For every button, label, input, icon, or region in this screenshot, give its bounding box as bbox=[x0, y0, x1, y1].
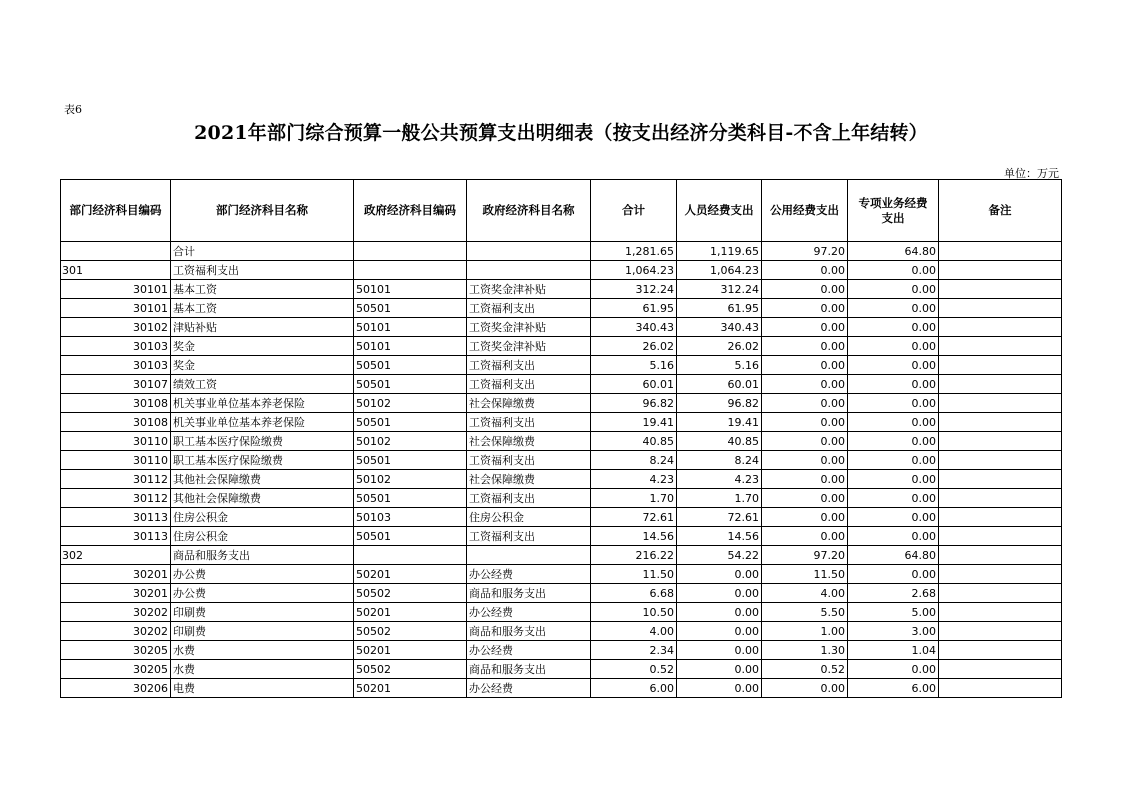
cell-gov-code: 50201 bbox=[354, 603, 467, 622]
cell-dept-name: 机关事业单位基本养老保险 bbox=[171, 413, 354, 432]
cell-gov-name: 工资福利支出 bbox=[467, 356, 591, 375]
cell-special: 0.00 bbox=[848, 470, 939, 489]
cell-dept-code: 30103 bbox=[61, 337, 171, 356]
cell-personnel: 8.24 bbox=[677, 451, 762, 470]
table-row bbox=[61, 679, 1062, 698]
cell-total: 5.16 bbox=[591, 356, 677, 375]
cell-gov-name: 社会保障缴费 bbox=[467, 470, 591, 489]
cell-dept-name: 津贴补贴 bbox=[171, 318, 354, 337]
cell-gov-name: 商品和服务支出 bbox=[467, 660, 591, 679]
cell-gov-code bbox=[354, 261, 467, 280]
cell-dept-code: 30108 bbox=[61, 394, 171, 413]
cell-gov-name: 住房公积金 bbox=[467, 508, 591, 527]
cell-dept-name: 住房公积金 bbox=[171, 527, 354, 546]
cell-gov-name: 工资福利支出 bbox=[467, 451, 591, 470]
cell-personnel: 0.00 bbox=[677, 679, 762, 698]
cell-gov-code: 50501 bbox=[354, 489, 467, 508]
cell-dept-code: 30102 bbox=[61, 318, 171, 337]
cell-dept-name: 合计 bbox=[171, 242, 354, 261]
cell-public: 0.00 bbox=[762, 527, 848, 546]
table-body bbox=[61, 242, 1062, 698]
cell-public: 4.00 bbox=[762, 584, 848, 603]
cell-total: 8.24 bbox=[591, 451, 677, 470]
cell-gov-code: 50501 bbox=[354, 451, 467, 470]
cell-special: 2.68 bbox=[848, 584, 939, 603]
cell-remark bbox=[939, 508, 1062, 527]
cell-total: 26.02 bbox=[591, 337, 677, 356]
table-row bbox=[61, 299, 1062, 318]
cell-public: 5.50 bbox=[762, 603, 848, 622]
cell-total: 11.50 bbox=[591, 565, 677, 584]
cell-gov-name bbox=[467, 261, 591, 280]
cell-dept-code: 30205 bbox=[61, 660, 171, 679]
table-row bbox=[61, 489, 1062, 508]
cell-public: 0.00 bbox=[762, 280, 848, 299]
cell-total: 216.22 bbox=[591, 546, 677, 565]
cell-dept-code: 30113 bbox=[61, 527, 171, 546]
table-row bbox=[61, 280, 1062, 299]
cell-dept-name: 印刷费 bbox=[171, 603, 354, 622]
cell-dept-name: 工资福利支出 bbox=[171, 261, 354, 280]
cell-remark bbox=[939, 641, 1062, 660]
cell-personnel: 19.41 bbox=[677, 413, 762, 432]
cell-personnel: 26.02 bbox=[677, 337, 762, 356]
cell-dept-name: 机关事业单位基本养老保险 bbox=[171, 394, 354, 413]
cell-dept-name: 办公费 bbox=[171, 584, 354, 603]
cell-personnel: 5.16 bbox=[677, 356, 762, 375]
header-gov-code: 政府经济科目编码 bbox=[354, 180, 467, 242]
cell-public: 0.00 bbox=[762, 489, 848, 508]
cell-gov-code: 50201 bbox=[354, 565, 467, 584]
cell-remark bbox=[939, 603, 1062, 622]
cell-remark bbox=[939, 356, 1062, 375]
cell-dept-code: 30110 bbox=[61, 432, 171, 451]
cell-personnel: 1,119.65 bbox=[677, 242, 762, 261]
cell-personnel: 0.00 bbox=[677, 622, 762, 641]
cell-public: 97.20 bbox=[762, 242, 848, 261]
cell-special: 0.00 bbox=[848, 527, 939, 546]
cell-total: 6.00 bbox=[591, 679, 677, 698]
cell-dept-name: 印刷费 bbox=[171, 622, 354, 641]
cell-public: 0.00 bbox=[762, 432, 848, 451]
cell-total: 1.70 bbox=[591, 489, 677, 508]
cell-dept-code: 30205 bbox=[61, 641, 171, 660]
cell-dept-code: 302 bbox=[61, 546, 171, 565]
table-row bbox=[61, 451, 1062, 470]
cell-dept-code: 30202 bbox=[61, 622, 171, 641]
cell-public: 0.00 bbox=[762, 470, 848, 489]
cell-personnel: 0.00 bbox=[677, 641, 762, 660]
header-personnel: 人员经费支出 bbox=[677, 180, 762, 242]
cell-public: 0.00 bbox=[762, 413, 848, 432]
table-number-label: 表6 bbox=[64, 103, 82, 116]
cell-remark bbox=[939, 470, 1062, 489]
cell-public: 1.00 bbox=[762, 622, 848, 641]
cell-dept-code: 30113 bbox=[61, 508, 171, 527]
cell-remark bbox=[939, 489, 1062, 508]
table-row bbox=[61, 470, 1062, 489]
cell-dept-code: 30112 bbox=[61, 470, 171, 489]
cell-gov-name: 办公经费 bbox=[467, 565, 591, 584]
table-row bbox=[61, 318, 1062, 337]
header-special bbox=[848, 180, 939, 242]
cell-gov-code bbox=[354, 242, 467, 261]
table-row bbox=[61, 261, 1062, 280]
cell-dept-code: 30107 bbox=[61, 375, 171, 394]
cell-special: 0.00 bbox=[848, 375, 939, 394]
table-row bbox=[61, 356, 1062, 375]
cell-dept-name: 住房公积金 bbox=[171, 508, 354, 527]
cell-gov-name: 工资福利支出 bbox=[467, 489, 591, 508]
table-row bbox=[61, 413, 1062, 432]
cell-gov-code bbox=[354, 546, 467, 565]
cell-special: 0.00 bbox=[848, 413, 939, 432]
cell-special: 0.00 bbox=[848, 489, 939, 508]
cell-gov-code: 50101 bbox=[354, 280, 467, 299]
cell-special: 0.00 bbox=[848, 337, 939, 356]
cell-total: 0.52 bbox=[591, 660, 677, 679]
cell-personnel: 14.56 bbox=[677, 527, 762, 546]
cell-total: 40.85 bbox=[591, 432, 677, 451]
cell-gov-code: 50102 bbox=[354, 470, 467, 489]
cell-total: 10.50 bbox=[591, 603, 677, 622]
cell-personnel: 340.43 bbox=[677, 318, 762, 337]
cell-dept-code: 30110 bbox=[61, 451, 171, 470]
cell-remark bbox=[939, 413, 1062, 432]
cell-gov-name: 工资福利支出 bbox=[467, 527, 591, 546]
cell-dept-name: 职工基本医疗保险缴费 bbox=[171, 432, 354, 451]
cell-dept-name: 职工基本医疗保险缴费 bbox=[171, 451, 354, 470]
cell-personnel: 1,064.23 bbox=[677, 261, 762, 280]
cell-dept-name: 奖金 bbox=[171, 337, 354, 356]
header-special-line1: 专项业务经费 bbox=[858, 195, 928, 210]
cell-remark bbox=[939, 337, 1062, 356]
header-dept-code: 部门经济科目编码 bbox=[61, 180, 171, 242]
cell-remark bbox=[939, 565, 1062, 584]
cell-personnel: 0.00 bbox=[677, 603, 762, 622]
cell-gov-code: 50102 bbox=[354, 394, 467, 413]
cell-remark bbox=[939, 451, 1062, 470]
cell-special: 6.00 bbox=[848, 679, 939, 698]
cell-personnel: 96.82 bbox=[677, 394, 762, 413]
cell-gov-code: 50201 bbox=[354, 679, 467, 698]
table-row bbox=[61, 242, 1062, 261]
cell-special: 0.00 bbox=[848, 508, 939, 527]
cell-gov-name: 商品和服务支出 bbox=[467, 622, 591, 641]
cell-public: 0.00 bbox=[762, 451, 848, 470]
cell-gov-code: 50501 bbox=[354, 356, 467, 375]
cell-gov-code: 50201 bbox=[354, 641, 467, 660]
cell-personnel: 0.00 bbox=[677, 565, 762, 584]
cell-gov-code: 50101 bbox=[354, 337, 467, 356]
cell-dept-code: 30201 bbox=[61, 584, 171, 603]
cell-personnel: 61.95 bbox=[677, 299, 762, 318]
cell-total: 61.95 bbox=[591, 299, 677, 318]
cell-dept-name: 水费 bbox=[171, 641, 354, 660]
cell-dept-name: 其他社会保障缴费 bbox=[171, 470, 354, 489]
cell-dept-name: 电费 bbox=[171, 679, 354, 698]
table-row bbox=[61, 603, 1062, 622]
cell-special: 0.00 bbox=[848, 565, 939, 584]
header-remark: 备注 bbox=[939, 180, 1062, 242]
cell-special: 0.00 bbox=[848, 356, 939, 375]
cell-gov-name: 工资福利支出 bbox=[467, 413, 591, 432]
cell-remark bbox=[939, 299, 1062, 318]
cell-total: 340.43 bbox=[591, 318, 677, 337]
header-gov-name: 政府经济科目名称 bbox=[467, 180, 591, 242]
cell-total: 6.68 bbox=[591, 584, 677, 603]
table-header-row bbox=[61, 180, 1062, 242]
cell-public: 0.00 bbox=[762, 394, 848, 413]
cell-gov-name: 社会保障缴费 bbox=[467, 394, 591, 413]
cell-remark bbox=[939, 432, 1062, 451]
cell-dept-code: 30206 bbox=[61, 679, 171, 698]
cell-dept-name: 水费 bbox=[171, 660, 354, 679]
cell-public: 1.30 bbox=[762, 641, 848, 660]
header-total: 合计 bbox=[591, 180, 677, 242]
cell-public: 0.52 bbox=[762, 660, 848, 679]
table-row bbox=[61, 641, 1062, 660]
cell-special: 0.00 bbox=[848, 318, 939, 337]
cell-public: 0.00 bbox=[762, 261, 848, 280]
header-special-line2: 支出 bbox=[881, 210, 905, 225]
table-row bbox=[61, 622, 1062, 641]
cell-remark bbox=[939, 261, 1062, 280]
cell-dept-code: 30101 bbox=[61, 280, 171, 299]
cell-gov-name bbox=[467, 546, 591, 565]
cell-total: 312.24 bbox=[591, 280, 677, 299]
cell-special: 5.00 bbox=[848, 603, 939, 622]
cell-special: 0.00 bbox=[848, 299, 939, 318]
cell-gov-code: 50501 bbox=[354, 375, 467, 394]
cell-remark bbox=[939, 527, 1062, 546]
cell-gov-name: 工资奖金津补贴 bbox=[467, 318, 591, 337]
cell-total: 4.00 bbox=[591, 622, 677, 641]
cell-remark bbox=[939, 660, 1062, 679]
cell-dept-code bbox=[61, 242, 171, 261]
page-title: 2021年部门综合预算一般公共预算支出明细表（按支出经济分类科目-不含上年结转） bbox=[194, 122, 928, 144]
cell-dept-code: 30108 bbox=[61, 413, 171, 432]
cell-remark bbox=[939, 242, 1062, 261]
cell-public: 0.00 bbox=[762, 375, 848, 394]
cell-personnel: 0.00 bbox=[677, 584, 762, 603]
cell-remark bbox=[939, 318, 1062, 337]
cell-gov-name: 工资奖金津补贴 bbox=[467, 337, 591, 356]
cell-dept-name: 其他社会保障缴费 bbox=[171, 489, 354, 508]
cell-remark bbox=[939, 679, 1062, 698]
cell-public: 0.00 bbox=[762, 299, 848, 318]
cell-public: 0.00 bbox=[762, 508, 848, 527]
cell-gov-name: 工资奖金津补贴 bbox=[467, 280, 591, 299]
cell-total: 2.34 bbox=[591, 641, 677, 660]
header-public: 公用经费支出 bbox=[762, 180, 848, 242]
cell-remark bbox=[939, 394, 1062, 413]
cell-personnel: 60.01 bbox=[677, 375, 762, 394]
table-row bbox=[61, 337, 1062, 356]
cell-dept-code: 30112 bbox=[61, 489, 171, 508]
cell-public: 0.00 bbox=[762, 337, 848, 356]
cell-dept-name: 办公费 bbox=[171, 565, 354, 584]
cell-total: 4.23 bbox=[591, 470, 677, 489]
cell-gov-name: 办公经费 bbox=[467, 603, 591, 622]
cell-gov-name: 社会保障缴费 bbox=[467, 432, 591, 451]
cell-gov-name: 工资福利支出 bbox=[467, 299, 591, 318]
cell-total: 1,064.23 bbox=[591, 261, 677, 280]
cell-dept-code: 301 bbox=[61, 261, 171, 280]
table-row bbox=[61, 375, 1062, 394]
table-row bbox=[61, 432, 1062, 451]
cell-dept-code: 30202 bbox=[61, 603, 171, 622]
cell-remark bbox=[939, 622, 1062, 641]
cell-dept-name: 奖金 bbox=[171, 356, 354, 375]
cell-dept-name: 商品和服务支出 bbox=[171, 546, 354, 565]
cell-personnel: 40.85 bbox=[677, 432, 762, 451]
cell-public: 97.20 bbox=[762, 546, 848, 565]
cell-special: 3.00 bbox=[848, 622, 939, 641]
cell-gov-code: 50103 bbox=[354, 508, 467, 527]
cell-special: 1.04 bbox=[848, 641, 939, 660]
table-row bbox=[61, 584, 1062, 603]
cell-personnel: 1.70 bbox=[677, 489, 762, 508]
cell-special: 64.80 bbox=[848, 242, 939, 261]
cell-dept-name: 基本工资 bbox=[171, 299, 354, 318]
cell-gov-name: 工资福利支出 bbox=[467, 375, 591, 394]
header-dept-name: 部门经济科目名称 bbox=[171, 180, 354, 242]
table-row bbox=[61, 527, 1062, 546]
cell-gov-code: 50501 bbox=[354, 527, 467, 546]
cell-dept-code: 30103 bbox=[61, 356, 171, 375]
cell-total: 1,281.65 bbox=[591, 242, 677, 261]
cell-gov-code: 50502 bbox=[354, 660, 467, 679]
cell-total: 14.56 bbox=[591, 527, 677, 546]
table-row bbox=[61, 660, 1062, 679]
table-row bbox=[61, 565, 1062, 584]
cell-gov-name: 商品和服务支出 bbox=[467, 584, 591, 603]
table-row bbox=[61, 546, 1062, 565]
cell-remark bbox=[939, 584, 1062, 603]
cell-total: 19.41 bbox=[591, 413, 677, 432]
cell-personnel: 312.24 bbox=[677, 280, 762, 299]
cell-gov-code: 50501 bbox=[354, 413, 467, 432]
cell-gov-name: 办公经费 bbox=[467, 679, 591, 698]
cell-personnel: 54.22 bbox=[677, 546, 762, 565]
budget-detail-table bbox=[60, 179, 1062, 698]
cell-total: 60.01 bbox=[591, 375, 677, 394]
unit-label: 单位：万元 bbox=[1004, 167, 1059, 180]
cell-special: 0.00 bbox=[848, 394, 939, 413]
cell-personnel: 72.61 bbox=[677, 508, 762, 527]
cell-dept-code: 30201 bbox=[61, 565, 171, 584]
cell-special: 64.80 bbox=[848, 546, 939, 565]
table-row bbox=[61, 394, 1062, 413]
cell-dept-name: 绩效工资 bbox=[171, 375, 354, 394]
cell-dept-name: 基本工资 bbox=[171, 280, 354, 299]
cell-special: 0.00 bbox=[848, 451, 939, 470]
table-row bbox=[61, 508, 1062, 527]
cell-special: 0.00 bbox=[848, 660, 939, 679]
cell-total: 96.82 bbox=[591, 394, 677, 413]
cell-gov-code: 50102 bbox=[354, 432, 467, 451]
cell-personnel: 4.23 bbox=[677, 470, 762, 489]
cell-remark bbox=[939, 546, 1062, 565]
cell-dept-code: 30101 bbox=[61, 299, 171, 318]
cell-special: 0.00 bbox=[848, 280, 939, 299]
cell-gov-name: 办公经费 bbox=[467, 641, 591, 660]
cell-remark bbox=[939, 280, 1062, 299]
cell-public: 0.00 bbox=[762, 318, 848, 337]
cell-total: 72.61 bbox=[591, 508, 677, 527]
cell-gov-code: 50502 bbox=[354, 584, 467, 603]
cell-public: 11.50 bbox=[762, 565, 848, 584]
cell-public: 0.00 bbox=[762, 679, 848, 698]
cell-gov-code: 50101 bbox=[354, 318, 467, 337]
cell-gov-code: 50501 bbox=[354, 299, 467, 318]
cell-gov-name bbox=[467, 242, 591, 261]
cell-remark bbox=[939, 375, 1062, 394]
cell-public: 0.00 bbox=[762, 356, 848, 375]
cell-personnel: 0.00 bbox=[677, 660, 762, 679]
cell-special: 0.00 bbox=[848, 261, 939, 280]
cell-gov-code: 50502 bbox=[354, 622, 467, 641]
cell-special: 0.00 bbox=[848, 432, 939, 451]
